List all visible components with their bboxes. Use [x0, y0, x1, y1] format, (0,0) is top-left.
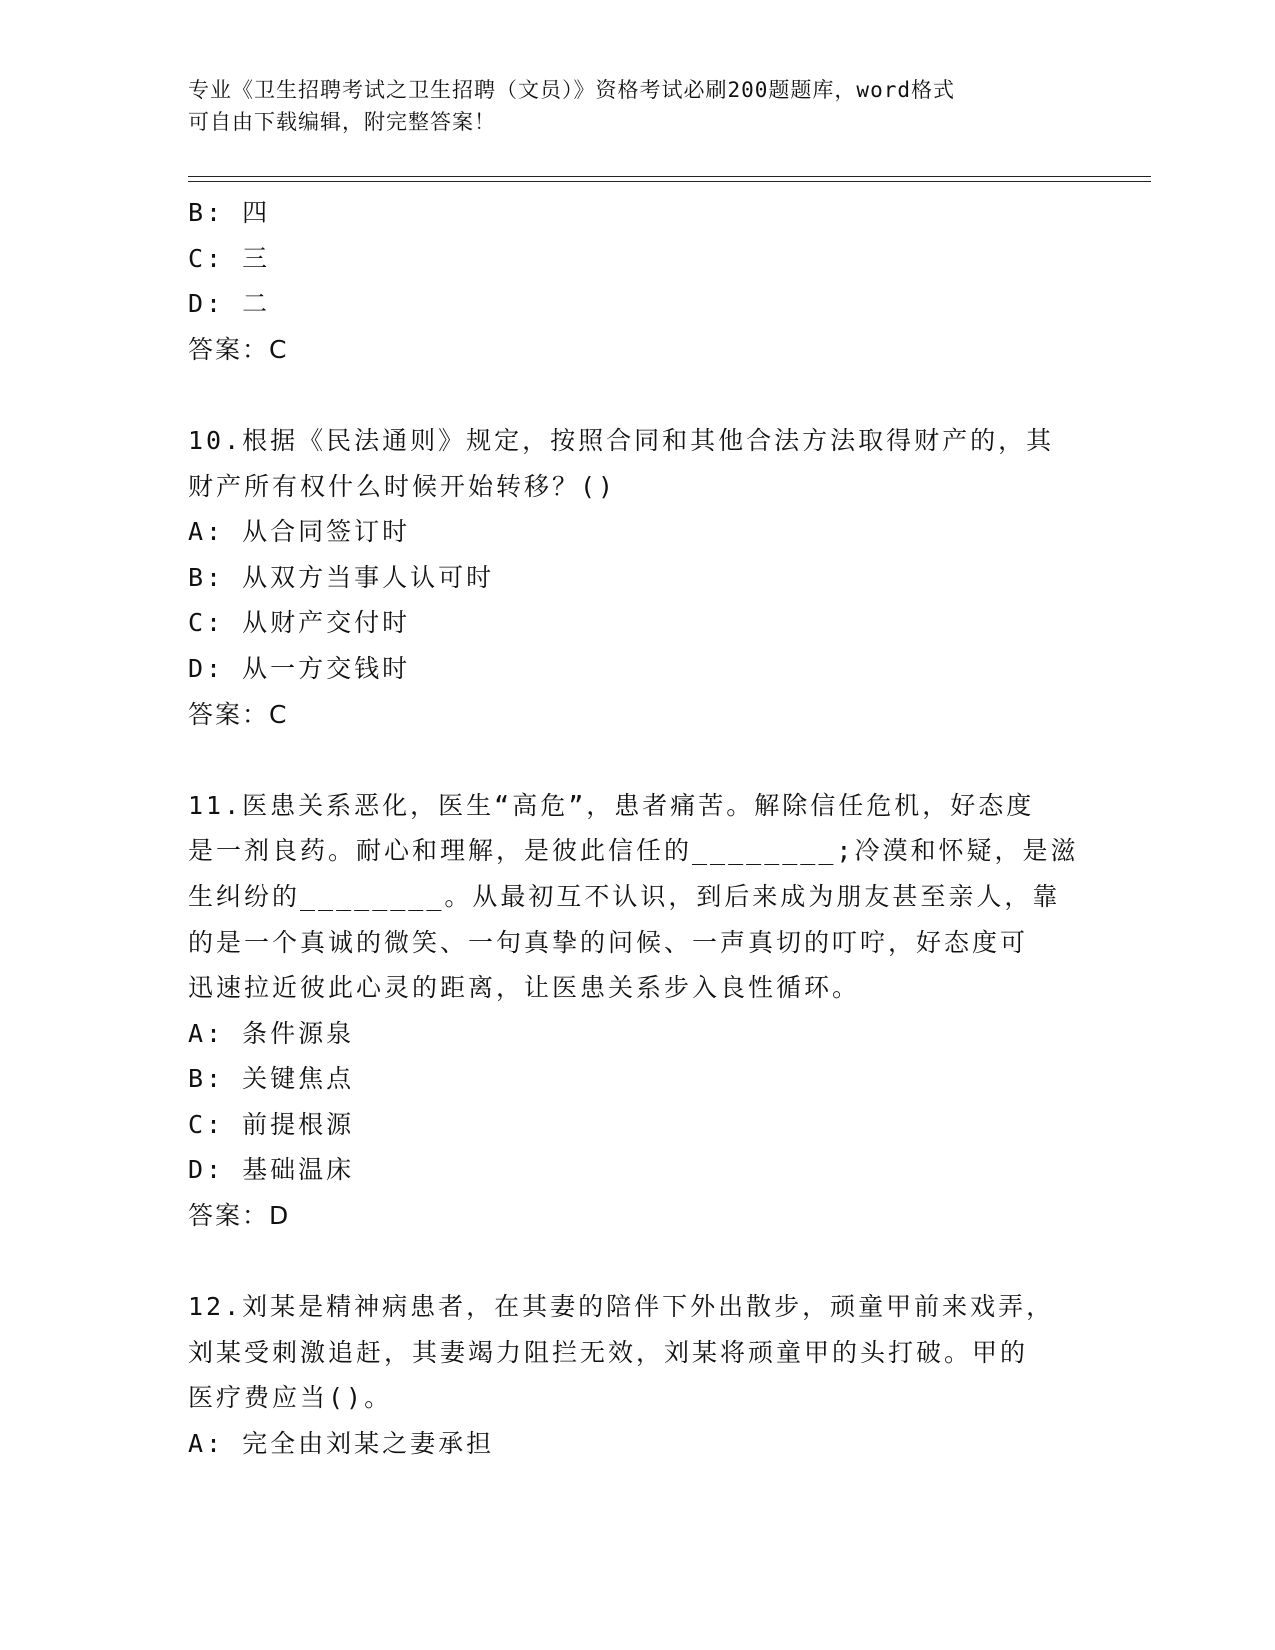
- option-b: B: 四: [188, 198, 271, 227]
- question-spacer: [188, 1239, 1088, 1285]
- answer-line: 答案：C: [188, 699, 289, 729]
- question-stem-line: 12.刘某是精神病患者，在其妻的陪伴下外出散步，顽童甲前来戏弄，: [188, 1292, 1055, 1322]
- header-title-line-1: 专业《卫生招聘考试之卫生招聘（文员）》资格考试必刷200题题库，word格式: [188, 78, 955, 102]
- option-c: C: 三: [188, 243, 271, 273]
- option-a: A: 完全由刘某之妻承担: [188, 1429, 495, 1459]
- question-10: [188, 418, 1088, 737]
- option-a: A: 条件源泉: [188, 1018, 355, 1048]
- answer-line: 答案：D: [188, 1201, 291, 1231]
- question-stem-line: 刘某受刺激追赶，其妻竭力阻拦无效，刘某将顽童甲的头打破。甲的: [188, 1337, 1029, 1367]
- option-a: A: 从合同签订时: [188, 517, 411, 547]
- question-body: [188, 190, 1088, 1467]
- question-stem-line: 11.医患关系恶化，医生“高危”，患者痛苦。解除信任危机，好态度: [188, 790, 1035, 820]
- question-stem-line: 生纠纷的________。从最初互不认识，到后来成为朋友甚至亲人，靠: [188, 881, 1061, 911]
- option-b: B: 从双方当事人认可时: [188, 562, 495, 592]
- question-9-tail: [188, 190, 1088, 372]
- option-c: C: 前提根源: [188, 1109, 355, 1139]
- answer-line: 答案：C: [188, 334, 289, 364]
- question-stem-line: 财产所有权什么时候开始转移？(): [188, 471, 617, 501]
- header-divider-top: [188, 176, 1151, 177]
- option-d: D: 基础温床: [188, 1155, 355, 1185]
- question-stem-line: 是一剂良药。耐心和理解，是彼此信任的________;冷漠和怀疑，是滋: [188, 836, 1079, 866]
- question-11: [188, 783, 1088, 1239]
- question-stem-line: 的是一个真诚的微笑、一句真挚的问候、一声真切的叮咛，好态度可: [188, 927, 1029, 957]
- question-spacer: [188, 737, 1088, 783]
- header-divider-bottom: [188, 181, 1151, 182]
- option-d: D: 从一方交钱时: [188, 653, 411, 683]
- question-stem-line: 迅速拉近彼此心灵的距离，让医患关系步入良性循环。: [188, 973, 861, 1003]
- question-spacer: [188, 372, 1088, 418]
- header-title-line-2: 可自由下载编辑，附完整答案！: [188, 110, 496, 134]
- question-stem-line: 医疗费应当()。: [188, 1383, 393, 1413]
- option-c: C: 从财产交付时: [188, 608, 411, 638]
- question-stem-line: 10.根据《民法通则》规定，按照合同和其他合法方法取得财产的，其: [188, 425, 1055, 455]
- option-b: B: 关键焦点: [188, 1064, 355, 1094]
- question-12: [188, 1284, 1088, 1466]
- document-header: [188, 74, 1088, 138]
- option-d: D: 二: [188, 289, 271, 319]
